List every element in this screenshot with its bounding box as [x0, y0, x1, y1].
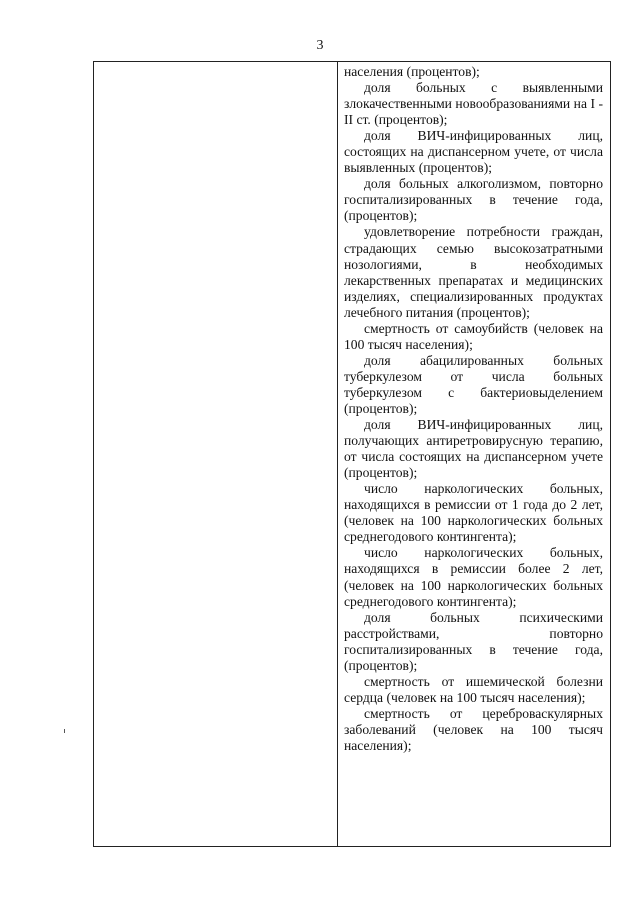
document-table: [93, 61, 611, 847]
indicator-paragraph: доля больных алкоголизмом, повторно госпитализированных в течение года, (процентов);: [344, 176, 603, 224]
indicator-paragraph: населения (процентов);: [344, 64, 480, 79]
indicator-paragraph: доля больных с выявленными злокачественными новообразованиями на I - II ст. (процентов);: [344, 80, 603, 128]
page-number: 3: [316, 38, 324, 53]
indicator-paragraph: доля ВИЧ-инфицированных лиц, получающих антиретровирусную терапию, от числа состоящих на диспансерном учете (процентов);: [344, 417, 603, 481]
indicator-paragraph: смертность от самоубийств (человек на 100 тысяч населения);: [344, 320, 603, 352]
indicator-paragraph: доля ВИЧ-инфицированных лиц, состоящих на диспансерном учете, от числа выявленных (процентов);: [344, 128, 603, 176]
indicator-paragraph: смертность от ишемической болезни сердца (человек на 100 тысяч населения);: [344, 673, 603, 705]
indicator-paragraph: число наркологических больных, находящихся в ремиссии от 1 года до 2 лет, (человек на 100 наркологических больных среднегодового контингента);: [344, 481, 603, 545]
indicator-paragraph: доля абацилированных больных туберкулезом от числа больных туберкулезом с бактериовыделением (процентов);: [344, 352, 603, 416]
margin-mark: [64, 729, 65, 733]
indicator-paragraph: удовлетворение потребности граждан, страдающих семью высокозатратными нозологиями, в необходимых лекарственных препаратах и медицинских изделиях, специализированных продуктах лечебного питания (процентов);: [344, 224, 603, 320]
indicator-paragraph: число наркологических больных, находящихся в ремиссии более 2 лет, (человек на 100 наркологических больных среднегодового контингента);: [344, 545, 603, 609]
table-right-column: [338, 62, 610, 846]
table-left-column: [94, 62, 338, 846]
indicator-paragraph: доля больных психическими расстройствами, повторно госпитализированных в течение года, (процентов);: [344, 609, 603, 673]
indicator-paragraph: смертность от цереброваскулярных заболеваний (человек на 100 тысяч населения);: [344, 705, 603, 753]
